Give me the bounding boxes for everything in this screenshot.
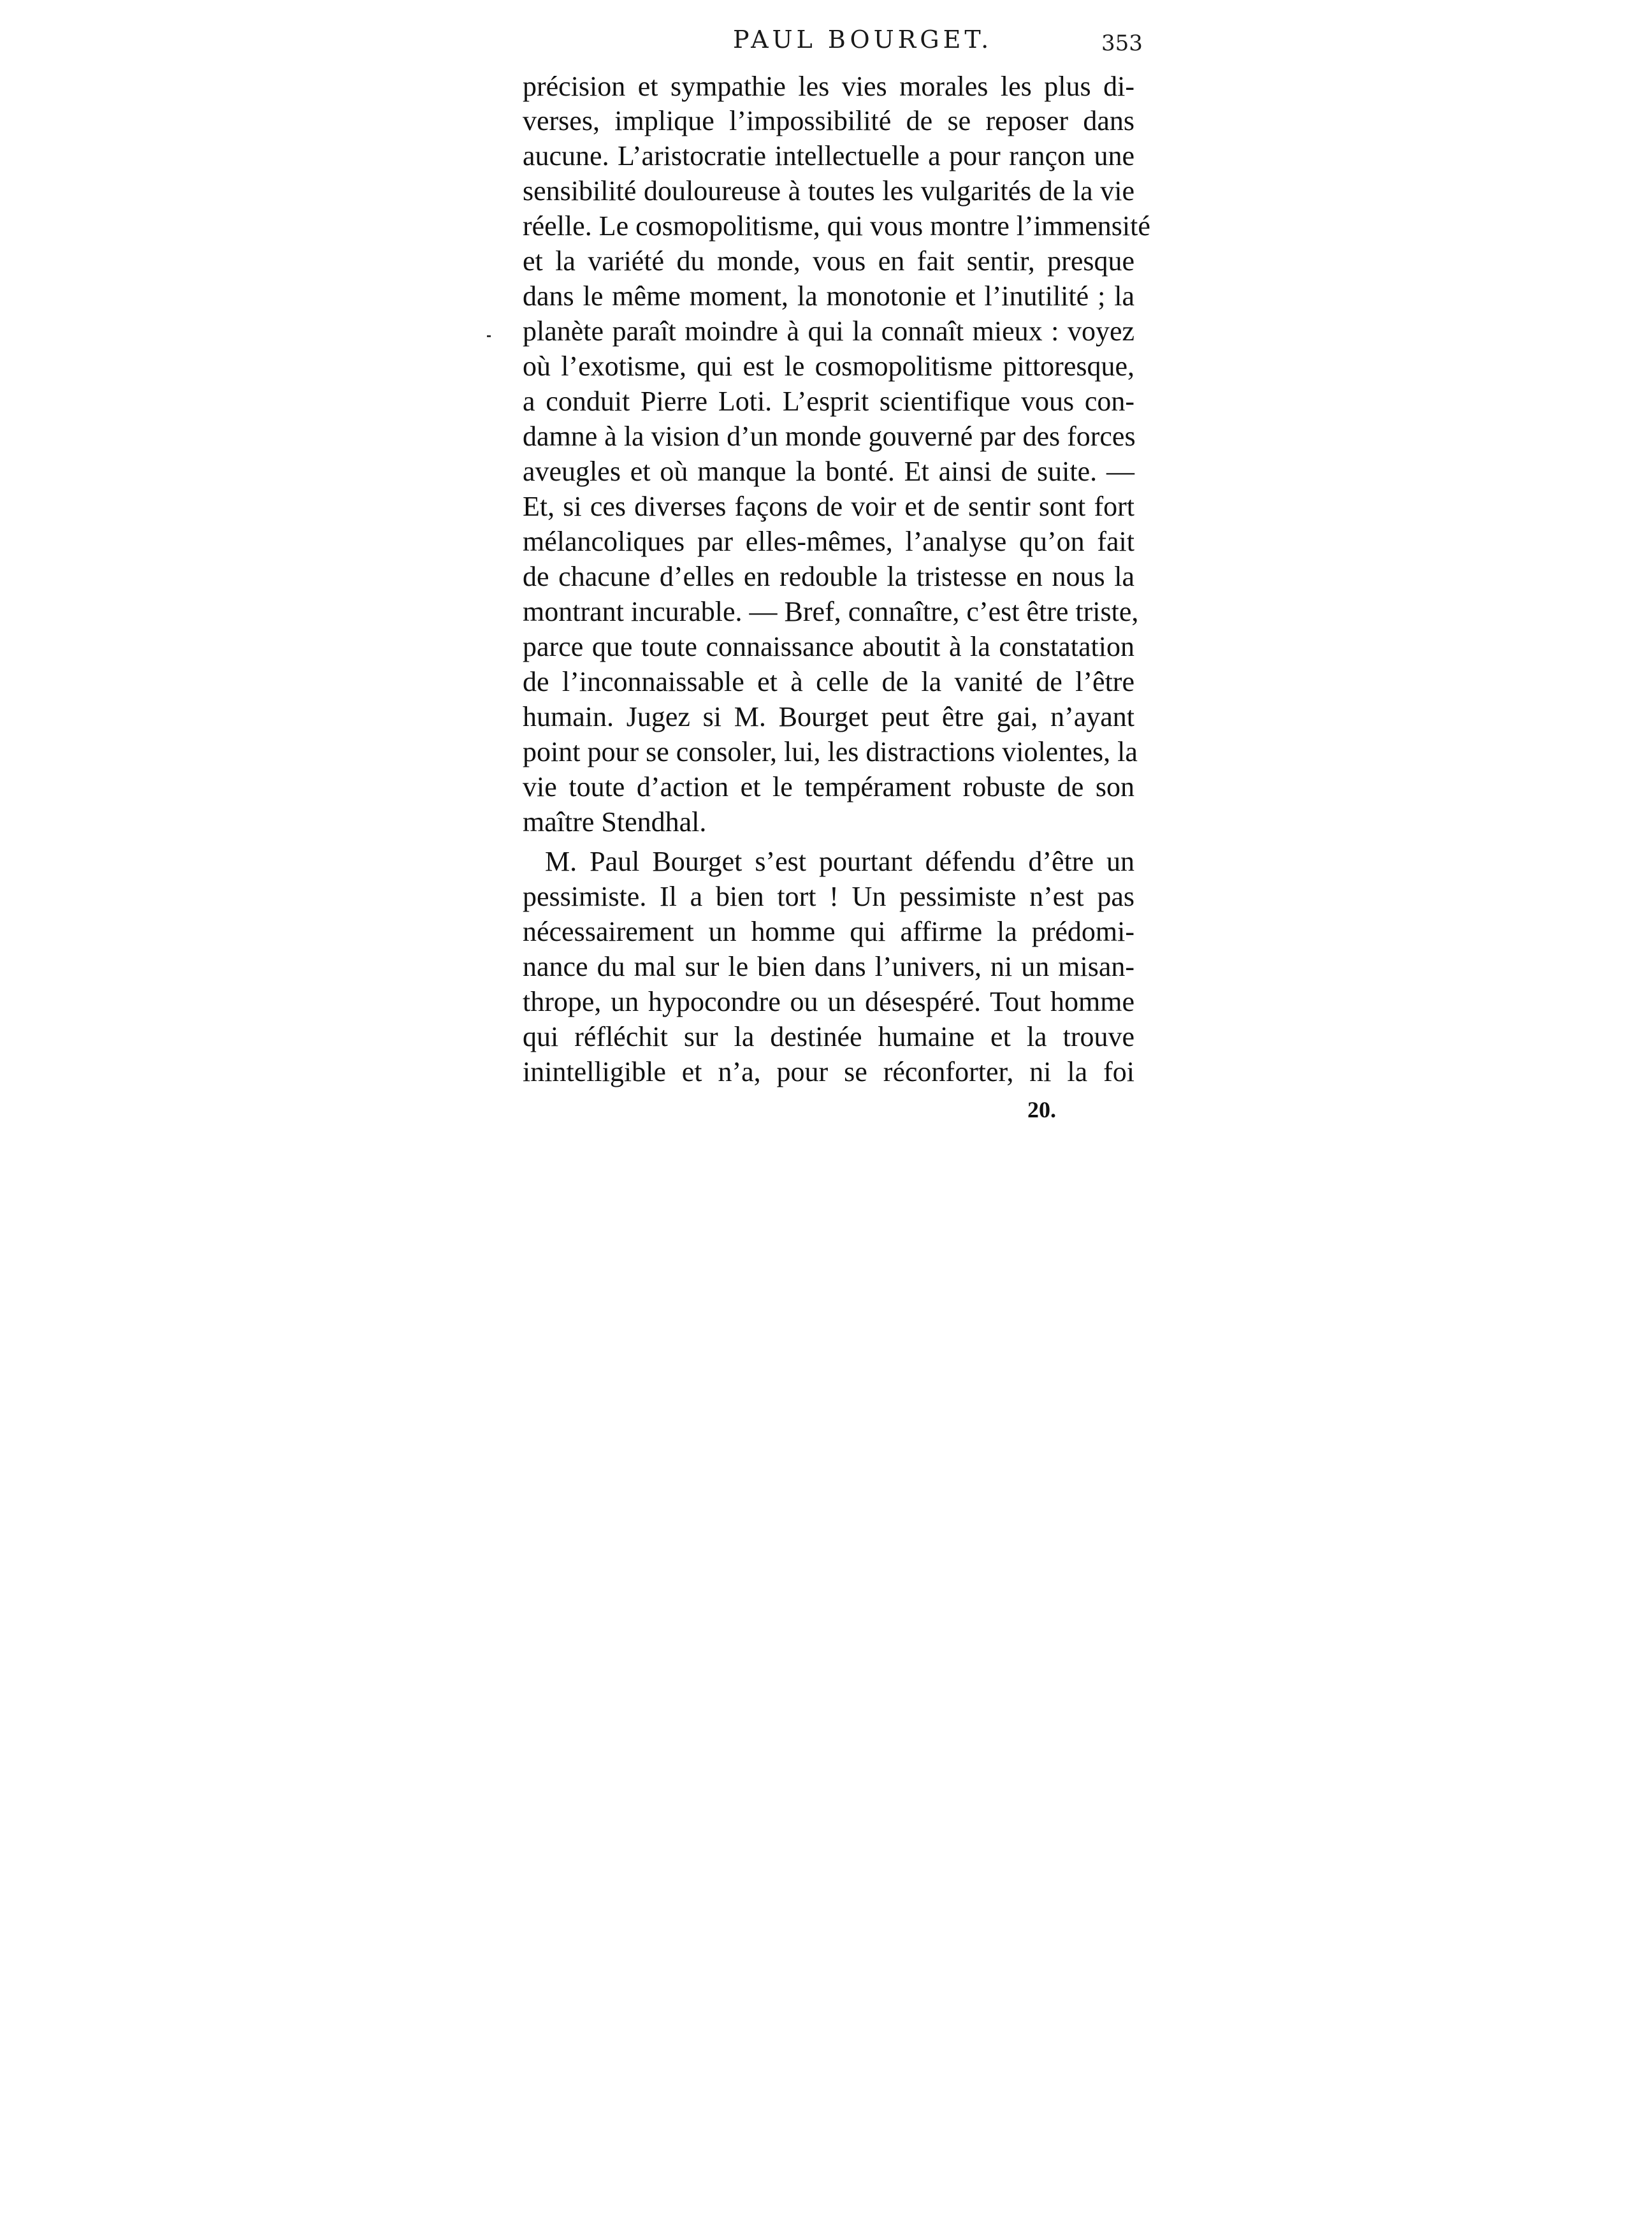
text-line: pessimiste. Il a bien tort ! Un pessimiste n’est pas: [523, 881, 1134, 912]
text-line: humain. Jugez si M. Bourget peut être gai, n’ayant: [523, 701, 1134, 732]
text-line: qui réfléchit sur la destinée humaine et la trouve: [523, 1021, 1134, 1052]
text-line: verses, implique l’impossibilité de se reposer dans: [523, 105, 1134, 136]
text-line: sensibilité douloureuse à toutes les vulgarités de la vie: [523, 175, 1134, 207]
text-line: point pour se consoler, lui, les distractions violentes, la: [523, 736, 1138, 767]
text-line: réelle. Le cosmopolitisme, qui vous montre l’immensité: [523, 210, 1150, 242]
text-line: et la variété du monde, vous en fait sentir, presque: [523, 245, 1134, 277]
text-line: précision et sympathie les vies morales les plus di-: [523, 71, 1134, 102]
running-title: PAUL BOURGET.: [733, 25, 993, 54]
text-line: de l’inconnaissable et à celle de la vanité de l’être: [523, 666, 1134, 697]
text-line: vie toute d’action et le tempérament robuste de son: [523, 771, 1134, 802]
text-line: dans le même moment, la monotonie et l’inutilité ; la: [523, 280, 1134, 312]
text-line: de chacune d’elles en redouble la tristesse en nous la: [523, 561, 1134, 592]
text-line: a conduit Pierre Loti. L’esprit scientifique vous con-: [523, 386, 1134, 417]
text-line: montrant incurable. — Bref, connaître, c’est être triste,: [523, 596, 1139, 627]
signature-mark: 20.: [1027, 1097, 1056, 1122]
text-line: maître Stendhal.: [523, 806, 707, 838]
paragraph-first-line: M. Paul Bourget s’est pourtant défendu d’être un: [545, 846, 1134, 877]
text-line: nécessairement un homme qui affirme la prédomi-: [523, 916, 1134, 947]
text-line: damne à la vision d’un monde gouverné par des forces: [523, 421, 1136, 452]
text-line: où l’exotisme, qui est le cosmopolitisme pittoresque,: [523, 351, 1134, 382]
text-line: thrope, un hypocondre ou un désespéré. Tout homme: [523, 986, 1134, 1017]
page-number: 353: [1101, 31, 1143, 56]
text-line: aucune. L’aristocratie intellectuelle a pour rançon une: [523, 140, 1134, 171]
text-line: aveugles et où manque la bonté. Et ainsi de suite. —: [523, 456, 1134, 487]
text-line: mélancoliques par elles-mêmes, l’analyse qu’on fait: [523, 526, 1134, 557]
text-line: planète paraît moindre à qui la connaît mieux : voyez: [523, 316, 1134, 347]
text-line: parce que toute connaissance aboutit à la constatation: [523, 631, 1134, 662]
print-speck: [487, 335, 491, 337]
text-line: nance du mal sur le bien dans l’univers, ni un misan-: [523, 951, 1134, 982]
text-line: Et, si ces diverses façons de voir et de sentir sont fort: [523, 491, 1134, 522]
text-line: inintelligible et n’a, pour se réconforter, ni la foi: [523, 1056, 1134, 1087]
